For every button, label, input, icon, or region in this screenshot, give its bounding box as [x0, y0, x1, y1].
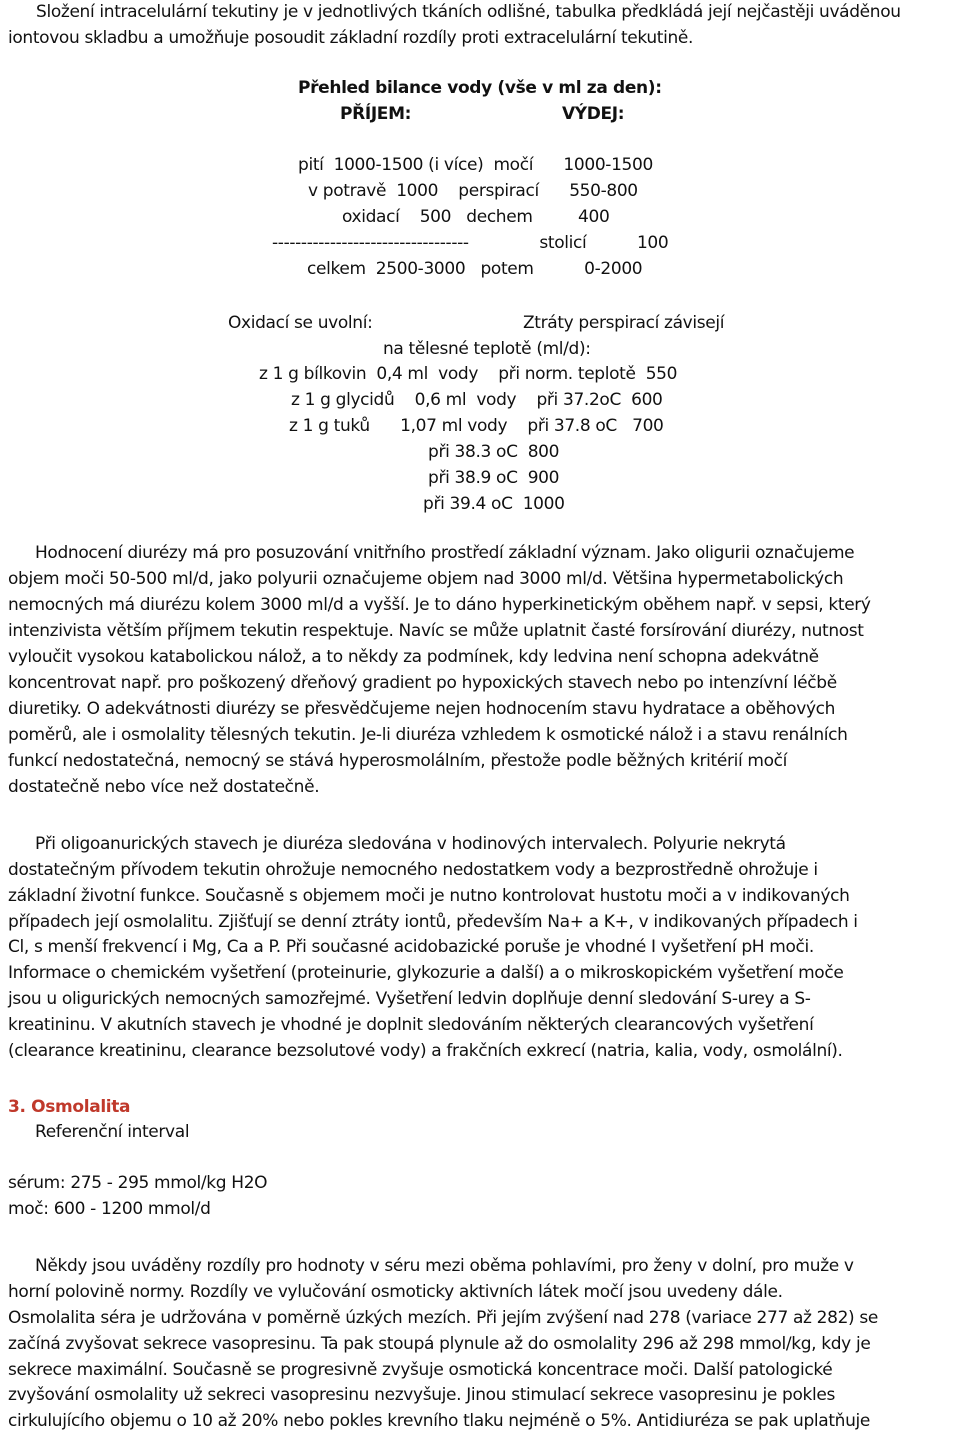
text-line: jsou u oligurických nemocných samozřejmé. Vyšetření ledvin doplňuje denní sledování S-urey a S- — [8, 989, 811, 1009]
text-line: zvyšování osmolality už sekreci vasopresinu nezvyšuje. Jinou stimulací sekrece vasopresinu je pokles — [8, 1385, 835, 1405]
urine-reference: moč: 600 - 1200 mmol/d — [8, 1199, 211, 1219]
text-line: Osmolalita séra je udržována v poměrně úzkých mezích. Při jejím zvýšení nad 278 (variace 277 až 282) se — [8, 1308, 879, 1328]
balance-title: Přehled bilance vody (vše v ml za den): — [298, 78, 662, 98]
text-line: dostatečně nebo více než dostatečně. — [8, 777, 320, 797]
balance-row: v potravě 1000 perspirací 550-800 — [308, 181, 638, 201]
oxidation-right-header: Ztráty perspirací závisejí — [523, 313, 725, 333]
balance-row: celkem 2500-3000 potem 0-2000 — [307, 259, 643, 279]
oxidation-row: při 38.3 oC 800 — [428, 442, 560, 462]
oxidation-row: při 38.9 oC 900 — [428, 468, 560, 488]
oxidation-right-header-2: na tělesné teplotě (ml/d): — [383, 339, 591, 359]
intro-paragraph: Složení intracelulární tekutiny je v jednotlivých tkáních odlišné, tabulka předkládá její nejčastěji uváděnou iontovou skladbu a umožňuje posoudit základní rozdíly proti extracelulární tekutině. — [8, 2, 901, 48]
text-line: kreatininu. V akutních stavech je vhodné je doplnit sledováním některých clearancových vyšetření — [8, 1015, 814, 1035]
text-line: Hodnocení diurézy má pro posuzování vnitřního prostředí základní význam. Jako oligurii označujeme — [35, 543, 855, 563]
text-line: diuretiky. O adekvátnosti diurézy se přesvědčujeme nejen hodnocením stavu hydratace a oběhových — [8, 699, 836, 719]
text-line: Informace o chemickém vyšetření (proteinurie, glykozurie a další) a o mikroskopickém vyšetření moče — [8, 963, 844, 983]
text-line: dostatečným přívodem tekutin ohrožuje nemocného nedostatkem vody a bezprostředně ohrožuje i — [8, 860, 818, 880]
text-line: Cl, s menší frekvencí i Mg, Ca a P. Při současné acidobazické poruše je vhodné I vyšetření pH moči. — [8, 937, 814, 957]
text-line: objem moči 50-500 ml/d, jako polyurii označujeme objem nad 3000 ml/d. Většina hypermetabolických — [8, 569, 844, 589]
text-line: sekrece maximální. Současně se progresivně zvyšuje osmotická koncentrace moči. Další patologické — [8, 1360, 833, 1380]
serum-reference: sérum: 275 - 295 mmol/kg H2O — [8, 1173, 268, 1193]
text-line: funkcí nedostatečná, nemocný se stává hyperosmolálním, přestože podle běžných kritérií močí — [8, 751, 788, 771]
text-line: vyloučit vysokou katabolickou nálož, a to někdy za podmínek, kdy ledvina není schopna adekvátně — [8, 647, 819, 667]
balance-row: ---------------------------------- stolicí 100 — [272, 233, 669, 253]
oxidation-row: z 1 g bílkovin 0,4 ml vody při norm. teplotě 550 — [259, 364, 678, 384]
oxidation-row: při 39.4 oC 1000 — [423, 494, 565, 514]
section-heading: 3. Osmolalita — [8, 1097, 131, 1117]
oxidation-row: z 1 g glycidů 0,6 ml vody při 37.2oC 600 — [291, 390, 663, 410]
text-line: poměrů, ale i osmolality tělesných tekutin. Je-li diuréza vzhledem k osmotické nálož i a stavu renálních — [8, 725, 848, 745]
balance-row: pití 1000-1500 (i více) močí 1000-1500 — [298, 155, 653, 175]
oxidation-left-header: Oxidací se uvolní: — [228, 313, 373, 333]
oxidation-row: z 1 g tuků 1,07 ml vody při 37.8 oC 700 — [289, 416, 664, 436]
text-line: koncentrovat např. pro poškozený dřeňový gradient po hypoxických stavech nebo po intenzívní léčbě — [8, 673, 837, 693]
text-line: Někdy jsou uváděny rozdíly pro hodnoty v séru mezi oběma pohlavími, pro ženy v dolní, pro muže v — [35, 1256, 854, 1276]
text-line: nemocných má diurézu kolem 3000 ml/d a vyšší. Je to dáno hyperkinetickým oběhem např. v sepsi, který — [8, 595, 871, 615]
text-line: horní polovině normy. Rozdíly ve vylučování osmoticky aktivních látek močí jsou uvedeny dále. — [8, 1282, 783, 1302]
text-line: případech její osmolalitu. Zjišťují se denní ztráty iontů, především Na+ a K+, v indikovaných případech i — [8, 912, 858, 932]
text-line: (clearance kreatininu, clearance bezsolutové vody) a frakčních exkrecí (natria, kalia, vody, osmolální). — [8, 1041, 843, 1061]
text-line: Při oligoanurických stavech je diuréza sledována v hodinových intervalech. Polyurie nekrytá — [35, 834, 786, 854]
text-line: základní životní funkce. Současně s objemem moči je nutno kontrolovat hustotu moči a v indikovaných — [8, 886, 850, 906]
text-line: cirkulujícího objemu o 10 až 20% nebo pokles krevního tlaku nejméně o 5%. Antidiuréza se pak uplatňuje — [8, 1411, 870, 1431]
text-line: intenzivista větším příjmem tekutin respektuje. Navíc se může uplatnit časté forsírování diurézy, nutnost — [8, 621, 864, 641]
text-line: začíná zvyšovat sekrece vasopresinu. Ta pak stoupá plynule až do osmolality 296 až 298 mmol/kg, kdy je — [8, 1334, 871, 1354]
output-header: VÝDEJ: — [562, 104, 625, 124]
income-header: PŘÍJEM: — [340, 104, 412, 124]
section-subheading: Referenční interval — [35, 1122, 190, 1142]
balance-row: oxidací 500 dechem 400 — [342, 207, 610, 227]
